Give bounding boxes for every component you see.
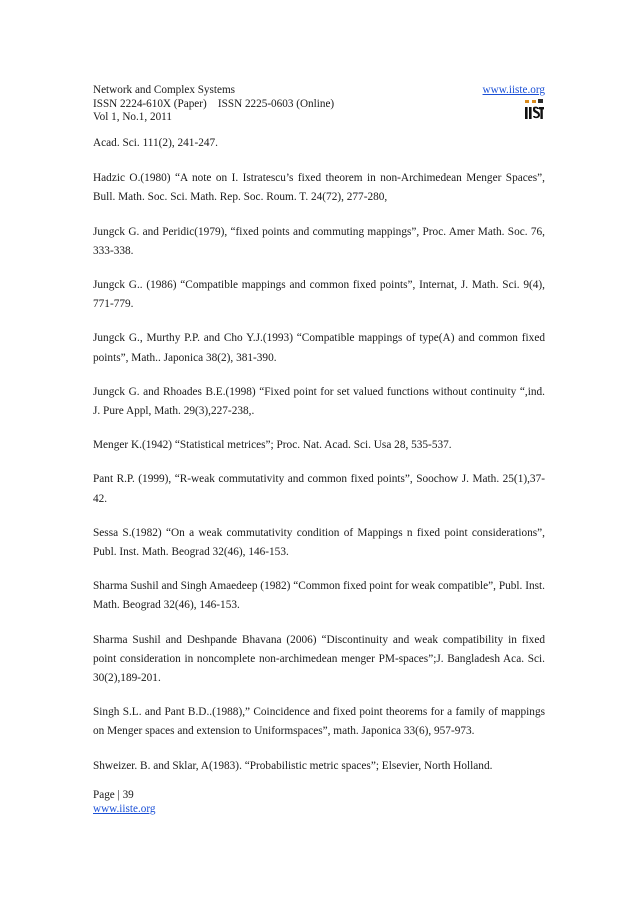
page-footer [93, 788, 155, 816]
reference-item: Jungck G., Murthy P.P. and Cho Y.J.(1993) “Compatible mappings of type(A) and common fixed points”, Math.. Japonica 38(2), 381-390. [93, 332, 545, 364]
iiste-logo-icon [524, 98, 544, 120]
journal-title: Network and Complex Systems [93, 84, 236, 96]
reference-item: Sharma Sushil and Deshpande Bhavana (2006) “Discontinuity and weak compatibility in fixed point consideration in noncomplete non-archimedean menger PM-spaces”;J. Bangladesh Aca. Sci. 30(2),189-201. [93, 633, 545, 685]
reference-list [93, 134, 545, 791]
reference-item: Singh S.L. and Pant B.D..(1988),” Coincidence and fixed point theorems for a family of mappings on Menger spaces and extension to Uniformspaces”, math. Japonica 33(6), 957-973. [93, 706, 545, 738]
reference-item: Sharma Sushil and Singh Amaedeep (1982) “Common fixed point for weak compatible”, Publ. Inst. Math. Beograd 32(46), 146-153. [93, 580, 545, 612]
volume-line: Vol 1, No.1, 2011 [93, 111, 172, 124]
page-number: Page | 39 [93, 789, 134, 801]
page-header [93, 84, 545, 125]
reference-item: Acad. Sci. 111(2), 241-247. [93, 137, 218, 149]
footer-website-link[interactable]: www.iiste.org [93, 803, 156, 815]
header-website-link[interactable]: www.iiste.org [482, 84, 545, 96]
reference-item: Hadzic O.(1980) “A note on I. Istratescu’s fixed theorem in non-Archimedean Menger Spaces”, Bull. Math. Soc. Sci. Math. Rep. Soc. Roum. T. 24(72), 277-280, [93, 172, 545, 204]
reference-item: Jungck G. and Rhoades B.E.(1998) “Fixed point for set valued functions without continuity “,ind. J. Pure Appl, Math. 29(3),227-238,. [93, 385, 545, 418]
issn-line: ISSN 2224-610X (Paper) ISSN 2225-0603 (Online) [93, 97, 335, 110]
reference-item: Menger K.(1942) “Statistical metrices”; Proc. Nat. Acad. Sci. Usa 28, 535-537. [93, 439, 452, 452]
reference-item: Shweizer. B. and Sklar, A(1983). “Probabilistic metric spaces”; Elsevier, North Holland. [93, 759, 493, 772]
reference-item: Jungck G.. (1986) “Compatible mappings and common fixed points”, Internat, J. Math. Sci. 9(4), 771-779. [93, 279, 545, 311]
reference-item: Jungck G. and Peridic(1979), “fixed points and commuting mappings”, Proc. Amer Math. Soc. 76, 333-338. [93, 225, 545, 257]
reference-item: Sessa S.(1982) “On a weak commutativity condition of Mappings n fixed point considerations”, Publ. Inst. Math. Beograd 32(46), 146-153. [93, 526, 545, 559]
reference-item: Pant R.P. (1999), “R-weak commutativity and common fixed points”, Soochow J. Math. 25(1),37-42. [93, 473, 545, 505]
